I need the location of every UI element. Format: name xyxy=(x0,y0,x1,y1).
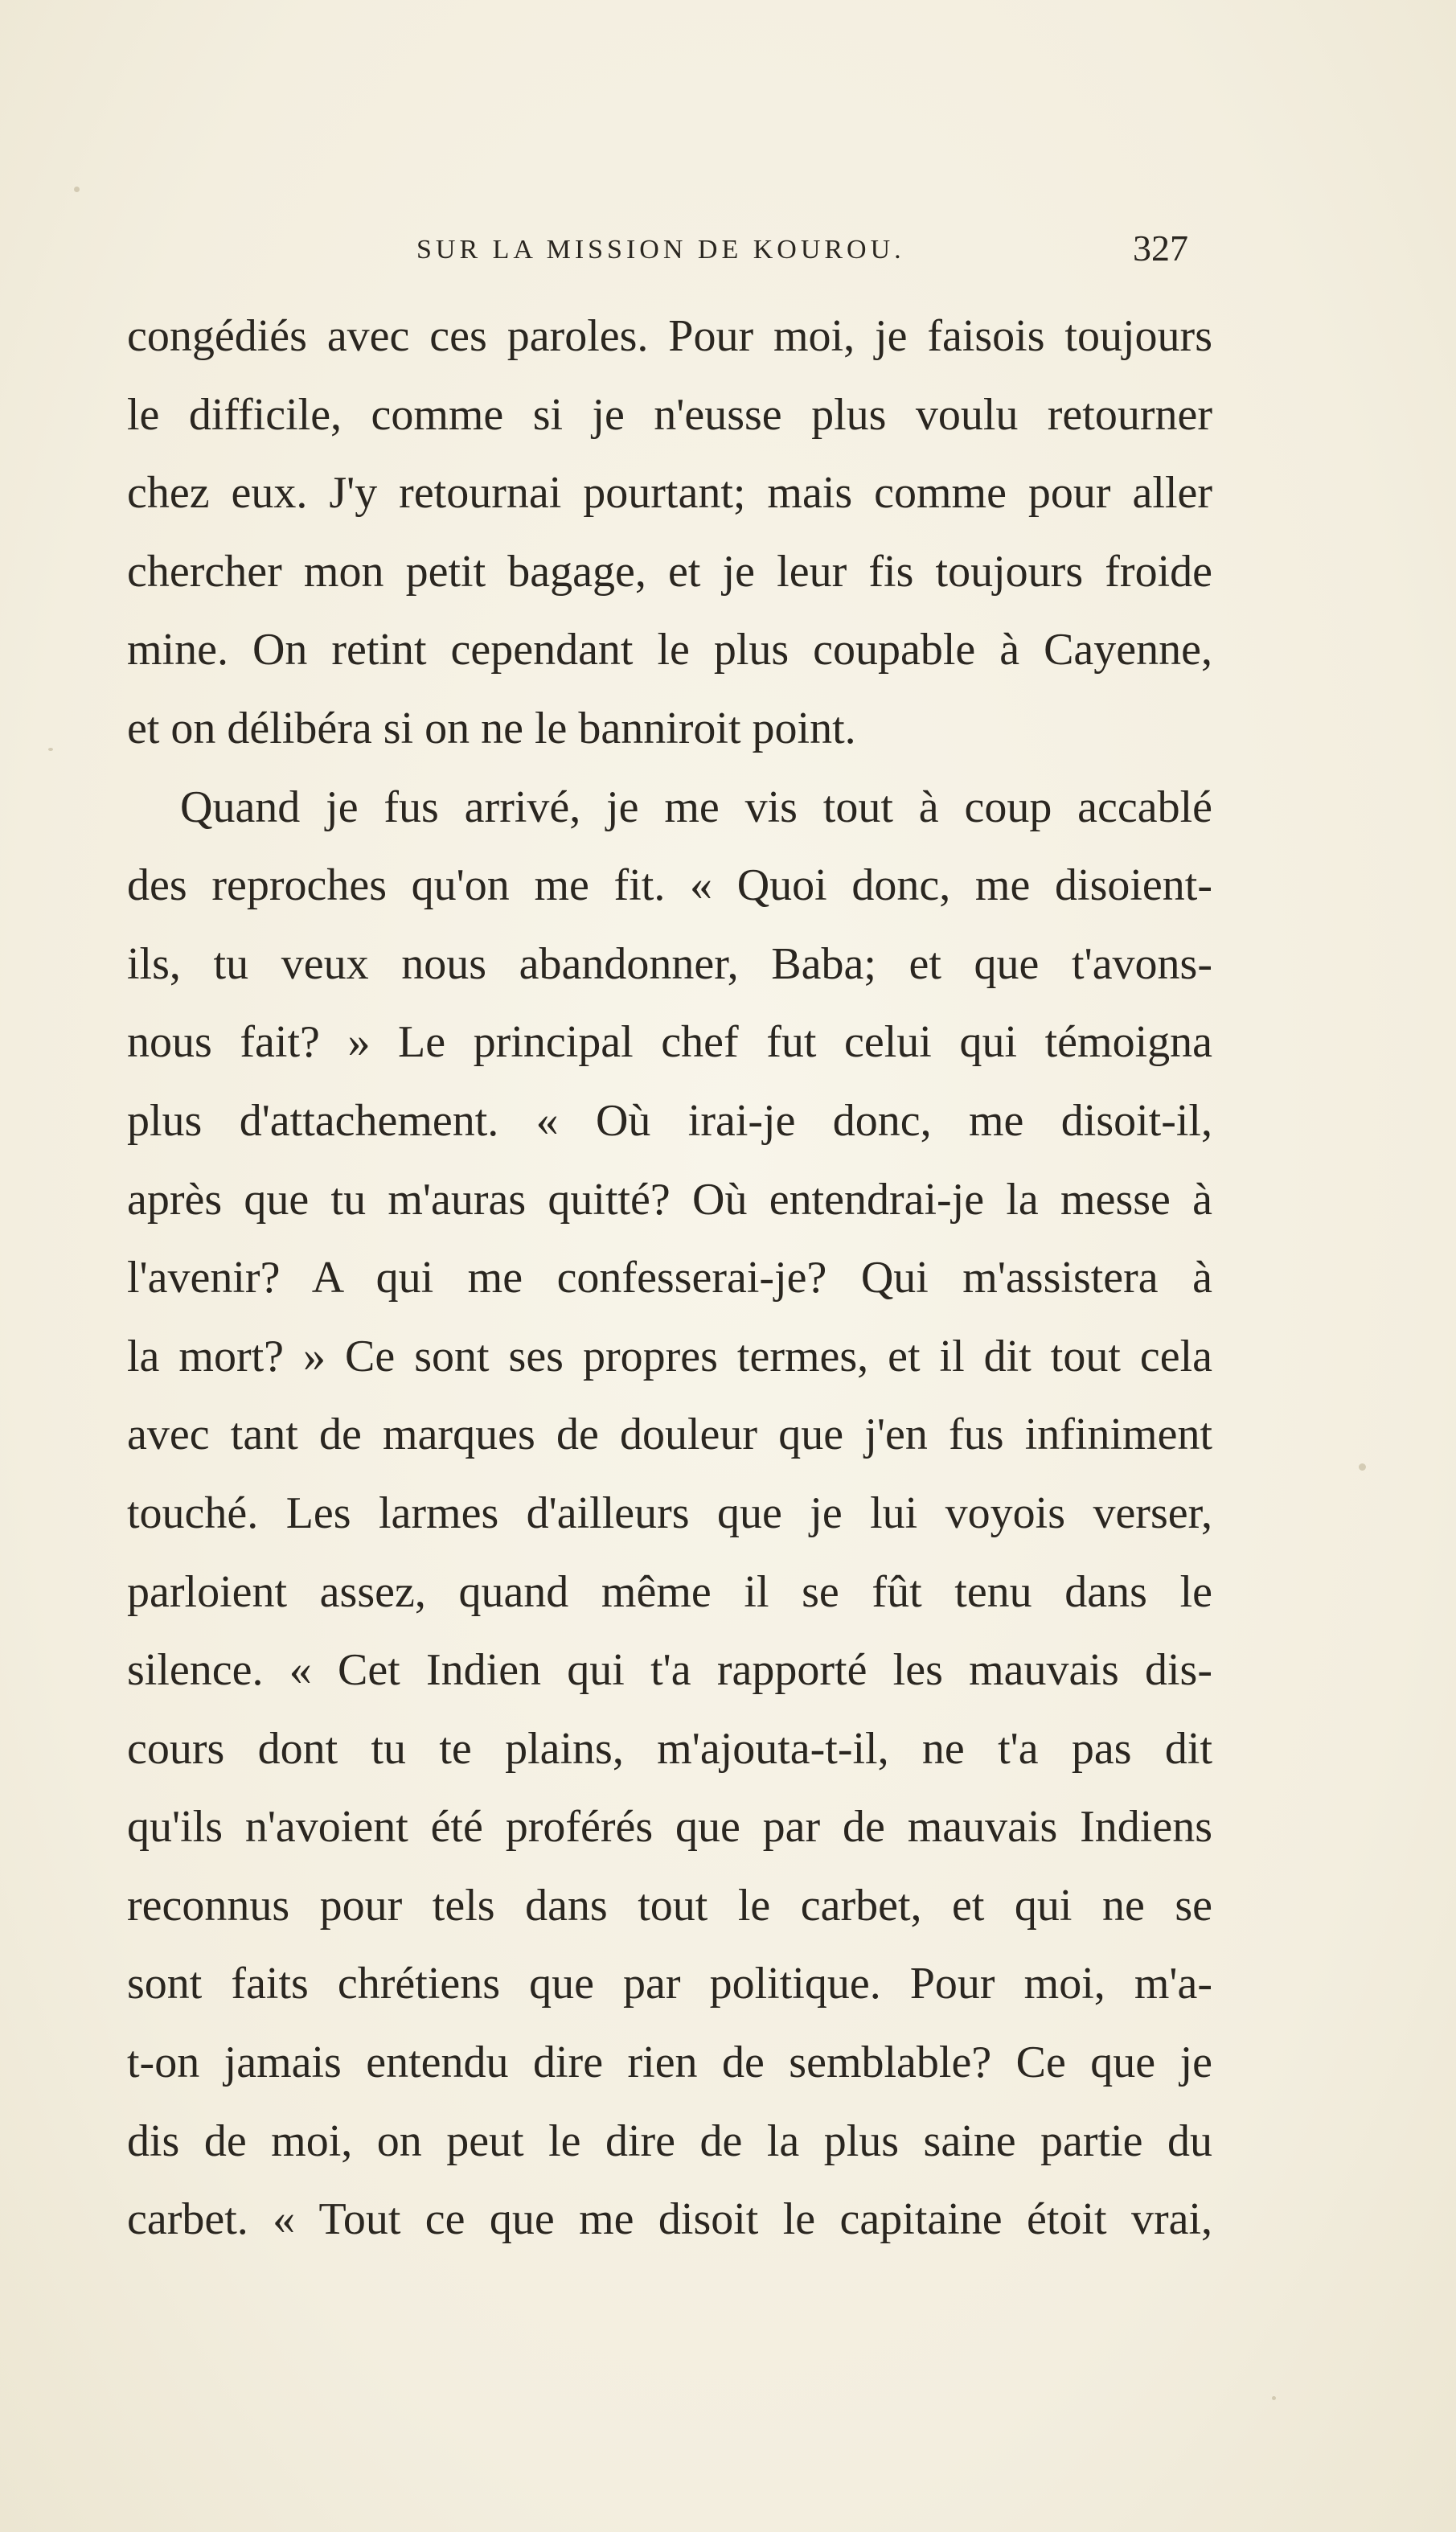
page-header xyxy=(127,227,1188,283)
text-line: avec tant de marques de douleur que j'en fus infiniment xyxy=(127,1410,1212,1460)
text-line: parloient assez, quand même il se fût tenu dans le xyxy=(127,1566,1212,1617)
text-line: touché. Les larmes d'ailleurs que je lui voyois verser, xyxy=(127,1488,1212,1538)
text-line: nous fait? » Le principal chef fut celui qui témoigna xyxy=(127,1017,1212,1068)
text-line: des reproches qu'on me fit. « Quoi donc, me disoient- xyxy=(127,860,1212,911)
body-text xyxy=(127,298,1212,2259)
text-line: Quand je fus arrivé, je me vis tout à coup accablé xyxy=(180,782,1212,832)
text-line: cours dont tu te plains, m'ajouta-t-il, ne t'a pas dit xyxy=(127,1723,1212,1774)
text-line: carbet. « Tout ce que me disoit le capitaine étoit vrai, xyxy=(127,2194,1212,2245)
running-title: SUR LA MISSION DE KOUROU. xyxy=(416,235,905,265)
paper-speck xyxy=(74,187,80,192)
text-line: qu'ils n'avoient été proférés que par de mauvais Indiens xyxy=(127,1802,1212,1853)
text-line: silence. « Cet Indien qui t'a rapporté les mauvais dis- xyxy=(127,1645,1212,1696)
text-line: l'avenir? A qui me confesserai-je? Qui m'assistera à xyxy=(127,1253,1212,1303)
text-line: mine. On retint cependant le plus coupable à Cayenne, xyxy=(127,625,1212,675)
text-line: chercher mon petit bagage, et je leur fis toujours froide xyxy=(127,546,1212,597)
paper-speck xyxy=(1272,2396,1276,2400)
text-line: la mort? » Ce sont ses propres termes, et il dit tout cela xyxy=(127,1331,1212,1381)
text-line: congédiés avec ces paroles. Pour moi, je faisois toujours xyxy=(127,311,1212,361)
text-line: dis de moi, on peut le dire de la plus saine partie du xyxy=(127,2115,1212,2166)
paper-speck xyxy=(48,748,53,751)
paper-speck xyxy=(1359,1463,1366,1471)
text-line: après que tu m'auras quitté? Où entendrai-je la messe à xyxy=(127,1174,1212,1225)
text-line: t-on jamais entendu dire rien de semblable? Ce que je xyxy=(127,2038,1212,2088)
text-line: et on délibéra si on ne le banniroit point. xyxy=(127,703,856,753)
page-number: 327 xyxy=(1133,228,1188,269)
text-line: reconnus pour tels dans tout le carbet, et qui ne se xyxy=(127,1880,1212,1931)
text-line: sont faits chrétiens que par politique. Pour moi, m'a- xyxy=(127,1959,1212,2009)
text-line: plus d'attachement. « Où irai-je donc, me disoit-il, xyxy=(127,1095,1212,1146)
text-line: chez eux. J'y retournai pourtant; mais comme pour aller xyxy=(127,468,1212,519)
text-line: ils, tu veux nous abandonner, Baba; et que t'avons- xyxy=(127,938,1212,989)
text-line: le difficile, comme si je n'eusse plus voulu retourner xyxy=(127,389,1212,440)
